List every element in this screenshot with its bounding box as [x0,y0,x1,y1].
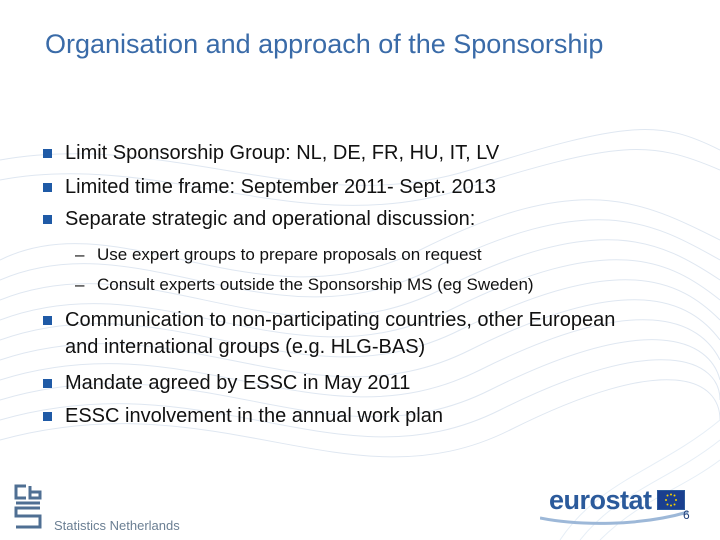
eu-flag-icon [657,490,685,510]
slide-title: Organisation and approach of the Sponsorship [45,29,604,59]
square-bullet-icon [43,149,52,158]
sub-bullet-text: Use expert groups to prepare proposals on request [97,245,482,264]
page-number: 6 [683,508,690,522]
dash-bullet: – [75,275,85,294]
square-bullet-icon [43,379,52,388]
bullet-item [43,403,645,430]
square-bullet-icon [43,183,52,192]
cbs-logo-icon [12,483,44,531]
sub-bullet-item [75,274,534,296]
sub-bullet-text: Consult experts outside the Sponsorship MS (eg Sweden) [97,275,534,294]
dash-bullet: – [75,245,85,264]
bullet-item [43,206,645,233]
square-bullet-icon [43,316,52,325]
square-bullet-icon [43,412,52,421]
bullet-text: Mandate agreed by ESSC in May 2011 [65,372,411,394]
bullet-text: Communication to non-participating countries, other European and international groups (e.g. HLG-BAS) [65,309,616,358]
bullet-text: Limit Sponsorship Group: NL, DE, FR, HU, IT, LV [65,142,500,164]
eurostat-logo-text: eurostat [549,485,652,515]
bullet-text: Limited time frame: September 2011- Sept. 2013 [65,176,496,198]
bullet-item [43,174,645,201]
square-bullet-icon [43,215,52,224]
bullet-item [43,140,645,167]
bullet-item [43,307,645,361]
bullet-text: ESSC involvement in the annual work plan [65,405,443,427]
bullet-text: Separate strategic and operational discussion: [65,208,476,230]
sub-bullet-item [75,244,482,266]
org-name: Statistics Netherlands [54,518,180,533]
bullet-item [43,370,645,397]
